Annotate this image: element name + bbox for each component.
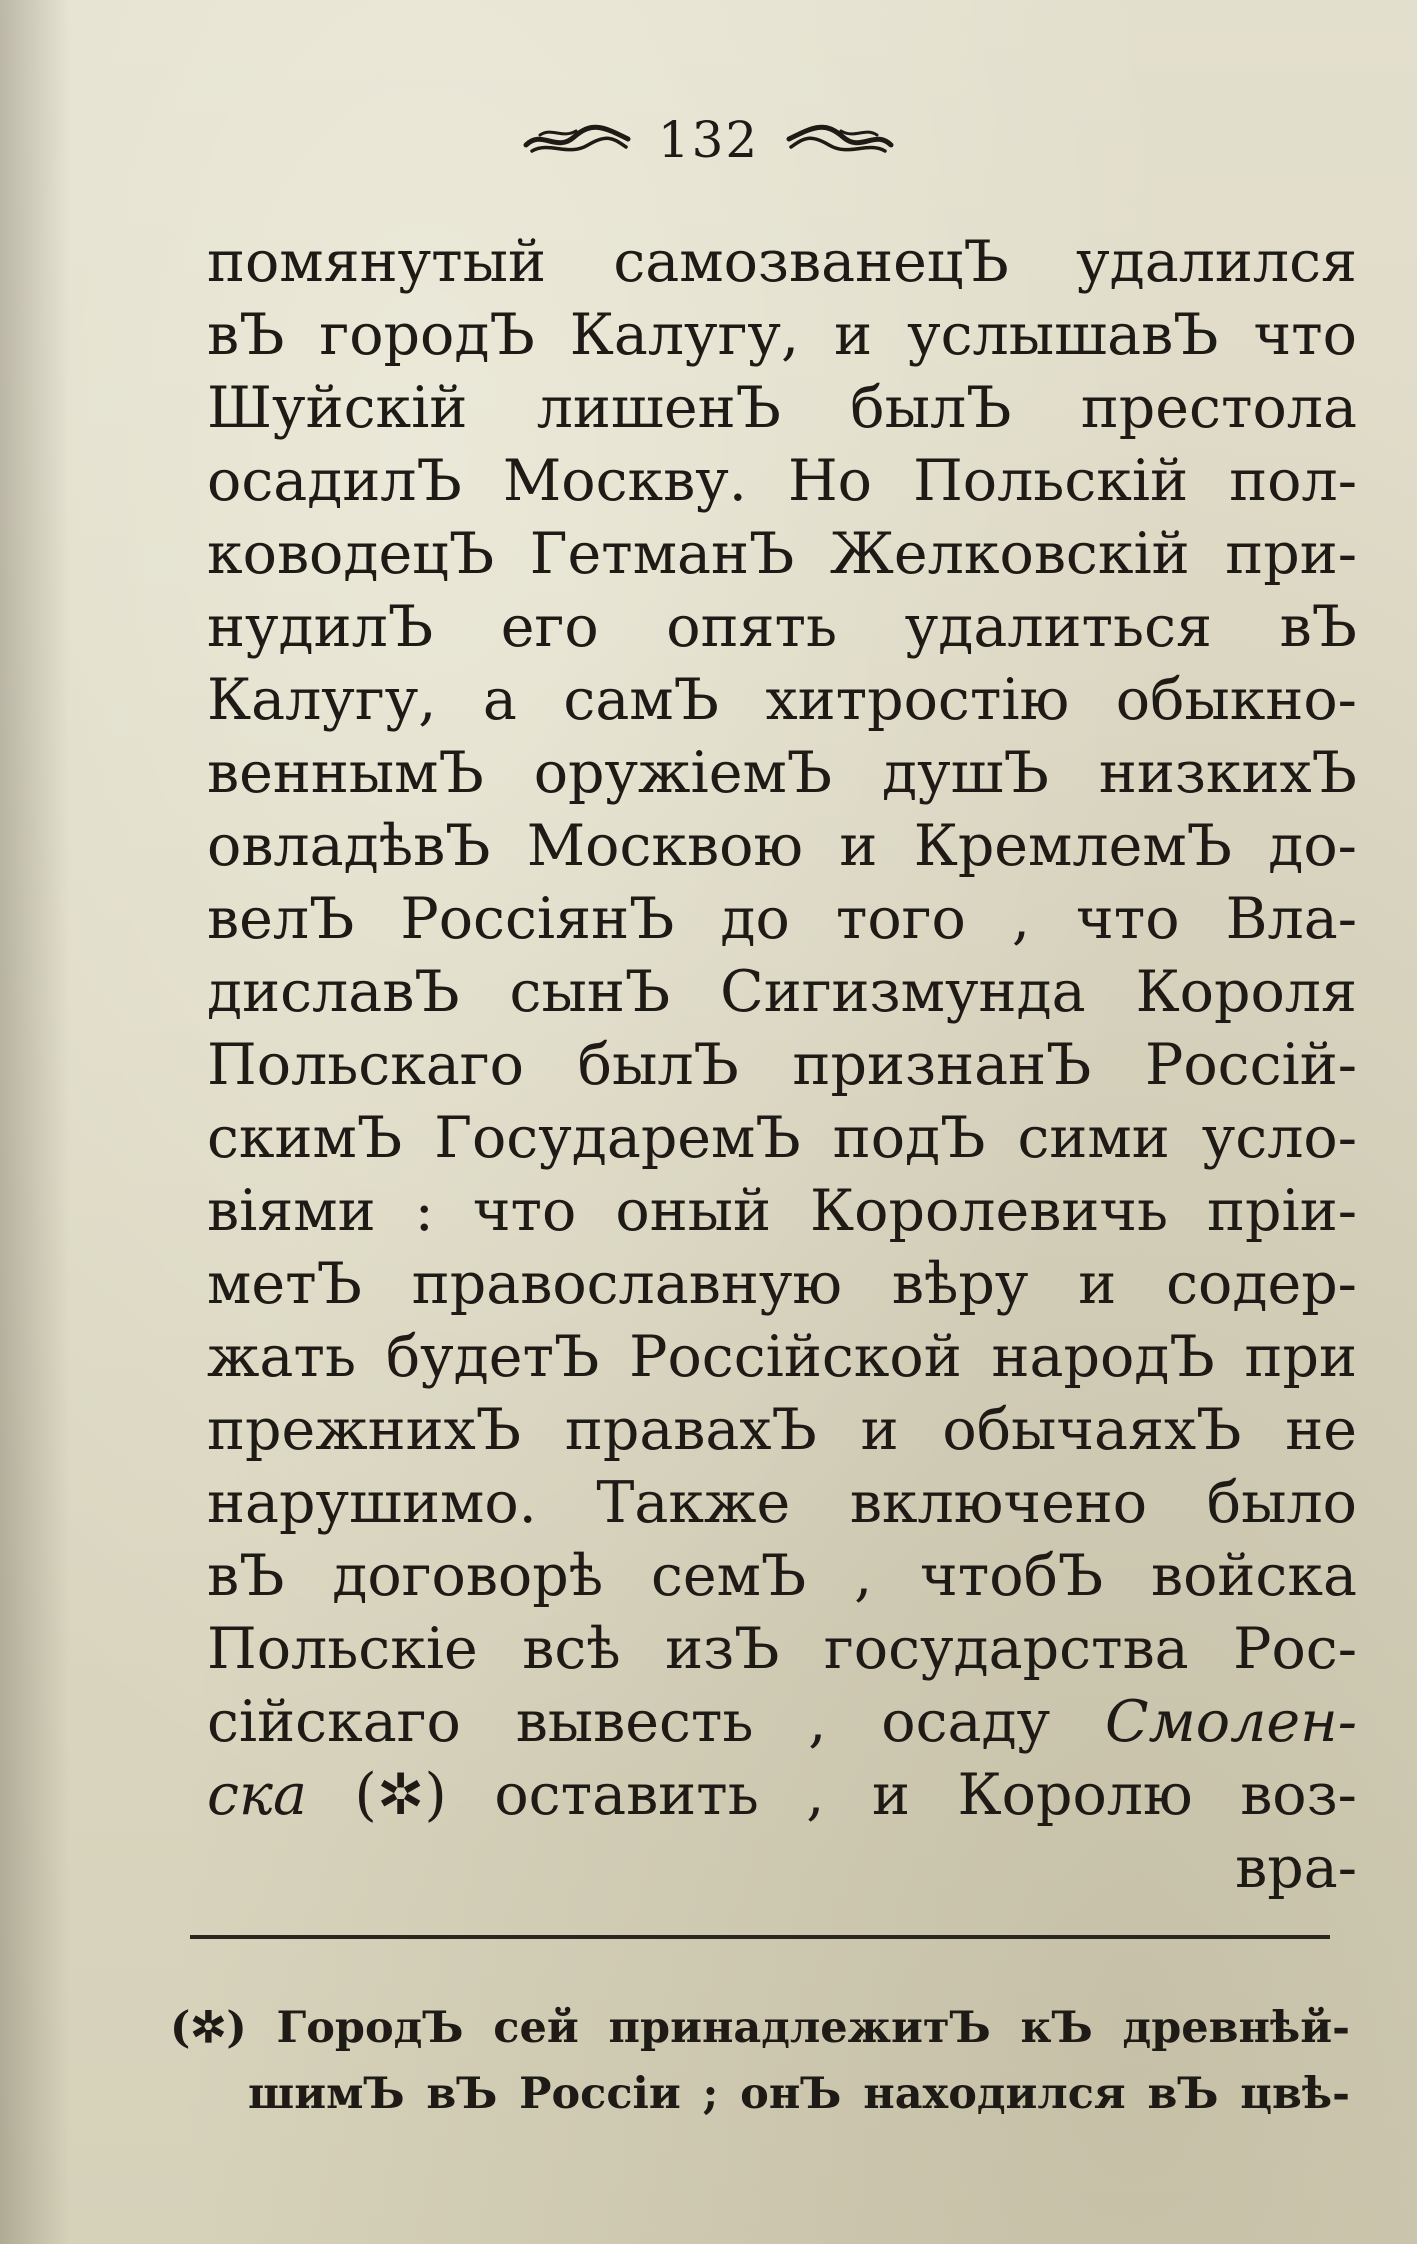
text-line [207,1321,1357,1394]
text-line [207,1175,1357,1248]
word: Короля [1135,959,1357,1025]
word: былЪ [577,1032,739,1098]
word: Польскаго [207,1032,524,1098]
word: до- [1268,813,1357,879]
word: душЪ [882,740,1049,806]
word: оставить [494,1762,759,1828]
footnote-word: (✲) [170,2003,247,2053]
word: признанЪ [792,1032,1092,1098]
footnote-line [170,2061,1350,2127]
word: городЪ [319,302,535,368]
word: пріи- [1207,1178,1357,1244]
main-text-block [207,226,1357,1905]
word: Также [596,1470,791,1536]
footnote-word: принадлежитЪ [608,2003,991,2053]
word: ководецЪ [207,521,495,587]
word: пол- [1229,448,1357,514]
word: оный [615,1178,772,1244]
word: ГосударемЪ [434,1105,801,1171]
word: православную [411,1251,842,1317]
word: ска [207,1762,307,1828]
word: вЪ [207,1543,285,1609]
word: , [854,1543,873,1609]
word: услышавЪ [907,302,1219,368]
word: войска [1151,1543,1357,1609]
word: вѣру [891,1251,1029,1317]
right-ornament-icon [785,123,895,157]
word: и [871,1762,910,1828]
word: овладѣвЪ [207,813,491,879]
word: вЪ [1279,594,1357,660]
word: обыкно- [1115,667,1357,733]
text-line [207,1613,1357,1686]
text-line [207,1759,1357,1832]
word: Калугу, [569,302,800,368]
word: метЪ [207,1251,362,1317]
gutter-shadow [0,0,70,2244]
page-number: 132 [657,111,760,169]
left-ornament-icon [522,123,632,157]
word: РоссіянЪ [400,886,675,952]
word: Польскій [913,448,1189,514]
word: того [835,886,966,952]
text-line [207,1102,1357,1175]
word: всѣ [522,1616,621,1682]
word: удалиться [904,594,1212,660]
word: Москвою [526,813,804,879]
footnote-word: шимЪ [248,2069,405,2119]
word: подЪ [832,1105,986,1171]
word: Калугу, [207,667,437,733]
word: сими [1017,1105,1170,1171]
footnote-word: цвѣ- [1240,2069,1350,2119]
word: КремлемЪ [913,813,1232,879]
text-line [207,1394,1357,1467]
word: , [1011,886,1031,952]
text-line [207,956,1357,1029]
word: включено [849,1470,1148,1536]
word: самозванецЪ [613,229,1009,295]
word: : [414,1178,434,1244]
word: его [500,594,599,660]
word: вра- [1235,1835,1357,1901]
word: народЪ [991,1324,1215,1390]
footnote-word: ГородЪ [276,2003,464,2053]
text-line [207,1248,1357,1321]
word: Шуйскій [207,375,468,441]
word: хитростію [765,667,1070,733]
word: что [472,1178,577,1244]
word: оружіемЪ [533,740,833,806]
text-line [207,1029,1357,1102]
word: віями [207,1178,376,1244]
word: Вла- [1225,886,1357,952]
word: , [806,1762,825,1828]
word: Королевичь [810,1178,1169,1244]
word: осаду [881,1689,1051,1755]
word: веннымЪ [207,740,484,806]
word: было [1206,1470,1357,1536]
word: будетЪ [385,1324,600,1390]
word: Смолен- [1104,1689,1357,1755]
word: и [1078,1251,1117,1317]
text-line [207,810,1357,883]
word: Польскіе [207,1616,478,1682]
text-line [207,664,1357,737]
word: осадилЪ [207,448,462,514]
word: самЪ [563,667,719,733]
word: диславЪ [207,959,460,1025]
text-line [207,883,1357,956]
word: а [482,667,517,733]
word: лишенЪ [536,375,781,441]
word: что [1076,886,1180,952]
word: что [1253,302,1357,368]
word: при- [1225,521,1357,587]
word: Сигизмунда [720,959,1086,1025]
word: нудилЪ [207,594,434,660]
word: Но [787,448,872,514]
word: обычаяхЪ [942,1397,1242,1463]
word: до [720,886,790,952]
word: Королю [957,1762,1193,1828]
word: чтобЪ [920,1543,1104,1609]
text-line [207,1832,1357,1905]
text-line [207,445,1357,518]
word: усло- [1201,1105,1357,1171]
footnote-word: ; [702,2069,719,2119]
word: содер- [1166,1251,1357,1317]
word: Россій- [1145,1032,1357,1098]
text-line [207,299,1357,372]
footnote-word: кЪ [1020,2003,1093,2053]
text-line [207,372,1357,445]
word: сынЪ [509,959,671,1025]
footnote-word: находился [863,2069,1126,2119]
footnote-word: вЪ [1147,2069,1219,2119]
text-line [207,1686,1357,1759]
word: былЪ [850,375,1012,441]
word: при [1244,1324,1357,1390]
word: прежнихЪ [207,1397,522,1463]
word: велЪ [207,886,355,952]
word: изЪ [665,1616,780,1682]
word: опять [666,594,838,660]
footnote-word: сей [493,2003,579,2053]
word: семЪ [650,1543,807,1609]
text-line [207,1467,1357,1540]
word: нарушимо. [207,1470,537,1536]
word: и [860,1397,899,1463]
word: и [839,813,878,879]
text-line [207,518,1357,591]
word: Россійской [629,1324,962,1390]
word: государства [823,1616,1189,1682]
page-header [0,105,1417,175]
word: вывесть [515,1689,754,1755]
word: (✲) [354,1762,447,1828]
footnote-word: вЪ [426,2069,498,2119]
word: низкихЪ [1098,740,1357,806]
word: Рос- [1233,1616,1357,1682]
text-line [207,1540,1357,1613]
word: вЪ [207,302,285,368]
footnote-word: Россіи [519,2069,681,2119]
word: сійскаго [207,1689,461,1755]
footnote-line [170,1995,1350,2061]
footnote-block [170,1995,1350,2127]
word: удалился [1076,229,1357,295]
word: престола [1080,375,1357,441]
word: договорѣ [332,1543,604,1609]
word: Москву. [502,448,747,514]
word: не [1285,1397,1357,1463]
footnote-word: древнѣй- [1122,2003,1350,2053]
word: ГетманЪ [529,521,795,587]
footnote-word: онЪ [740,2069,842,2119]
word: правахЪ [564,1397,817,1463]
text-line [207,591,1357,664]
word: , [808,1689,827,1755]
word: Желковскій [829,521,1190,587]
footnote-divider [190,1935,1330,1939]
word: скимЪ [207,1105,403,1171]
word: жать [207,1324,356,1390]
word: помянутый [207,229,547,295]
text-line [207,737,1357,810]
text-line [207,226,1357,299]
word: воз- [1240,1762,1357,1828]
word: и [834,302,873,368]
